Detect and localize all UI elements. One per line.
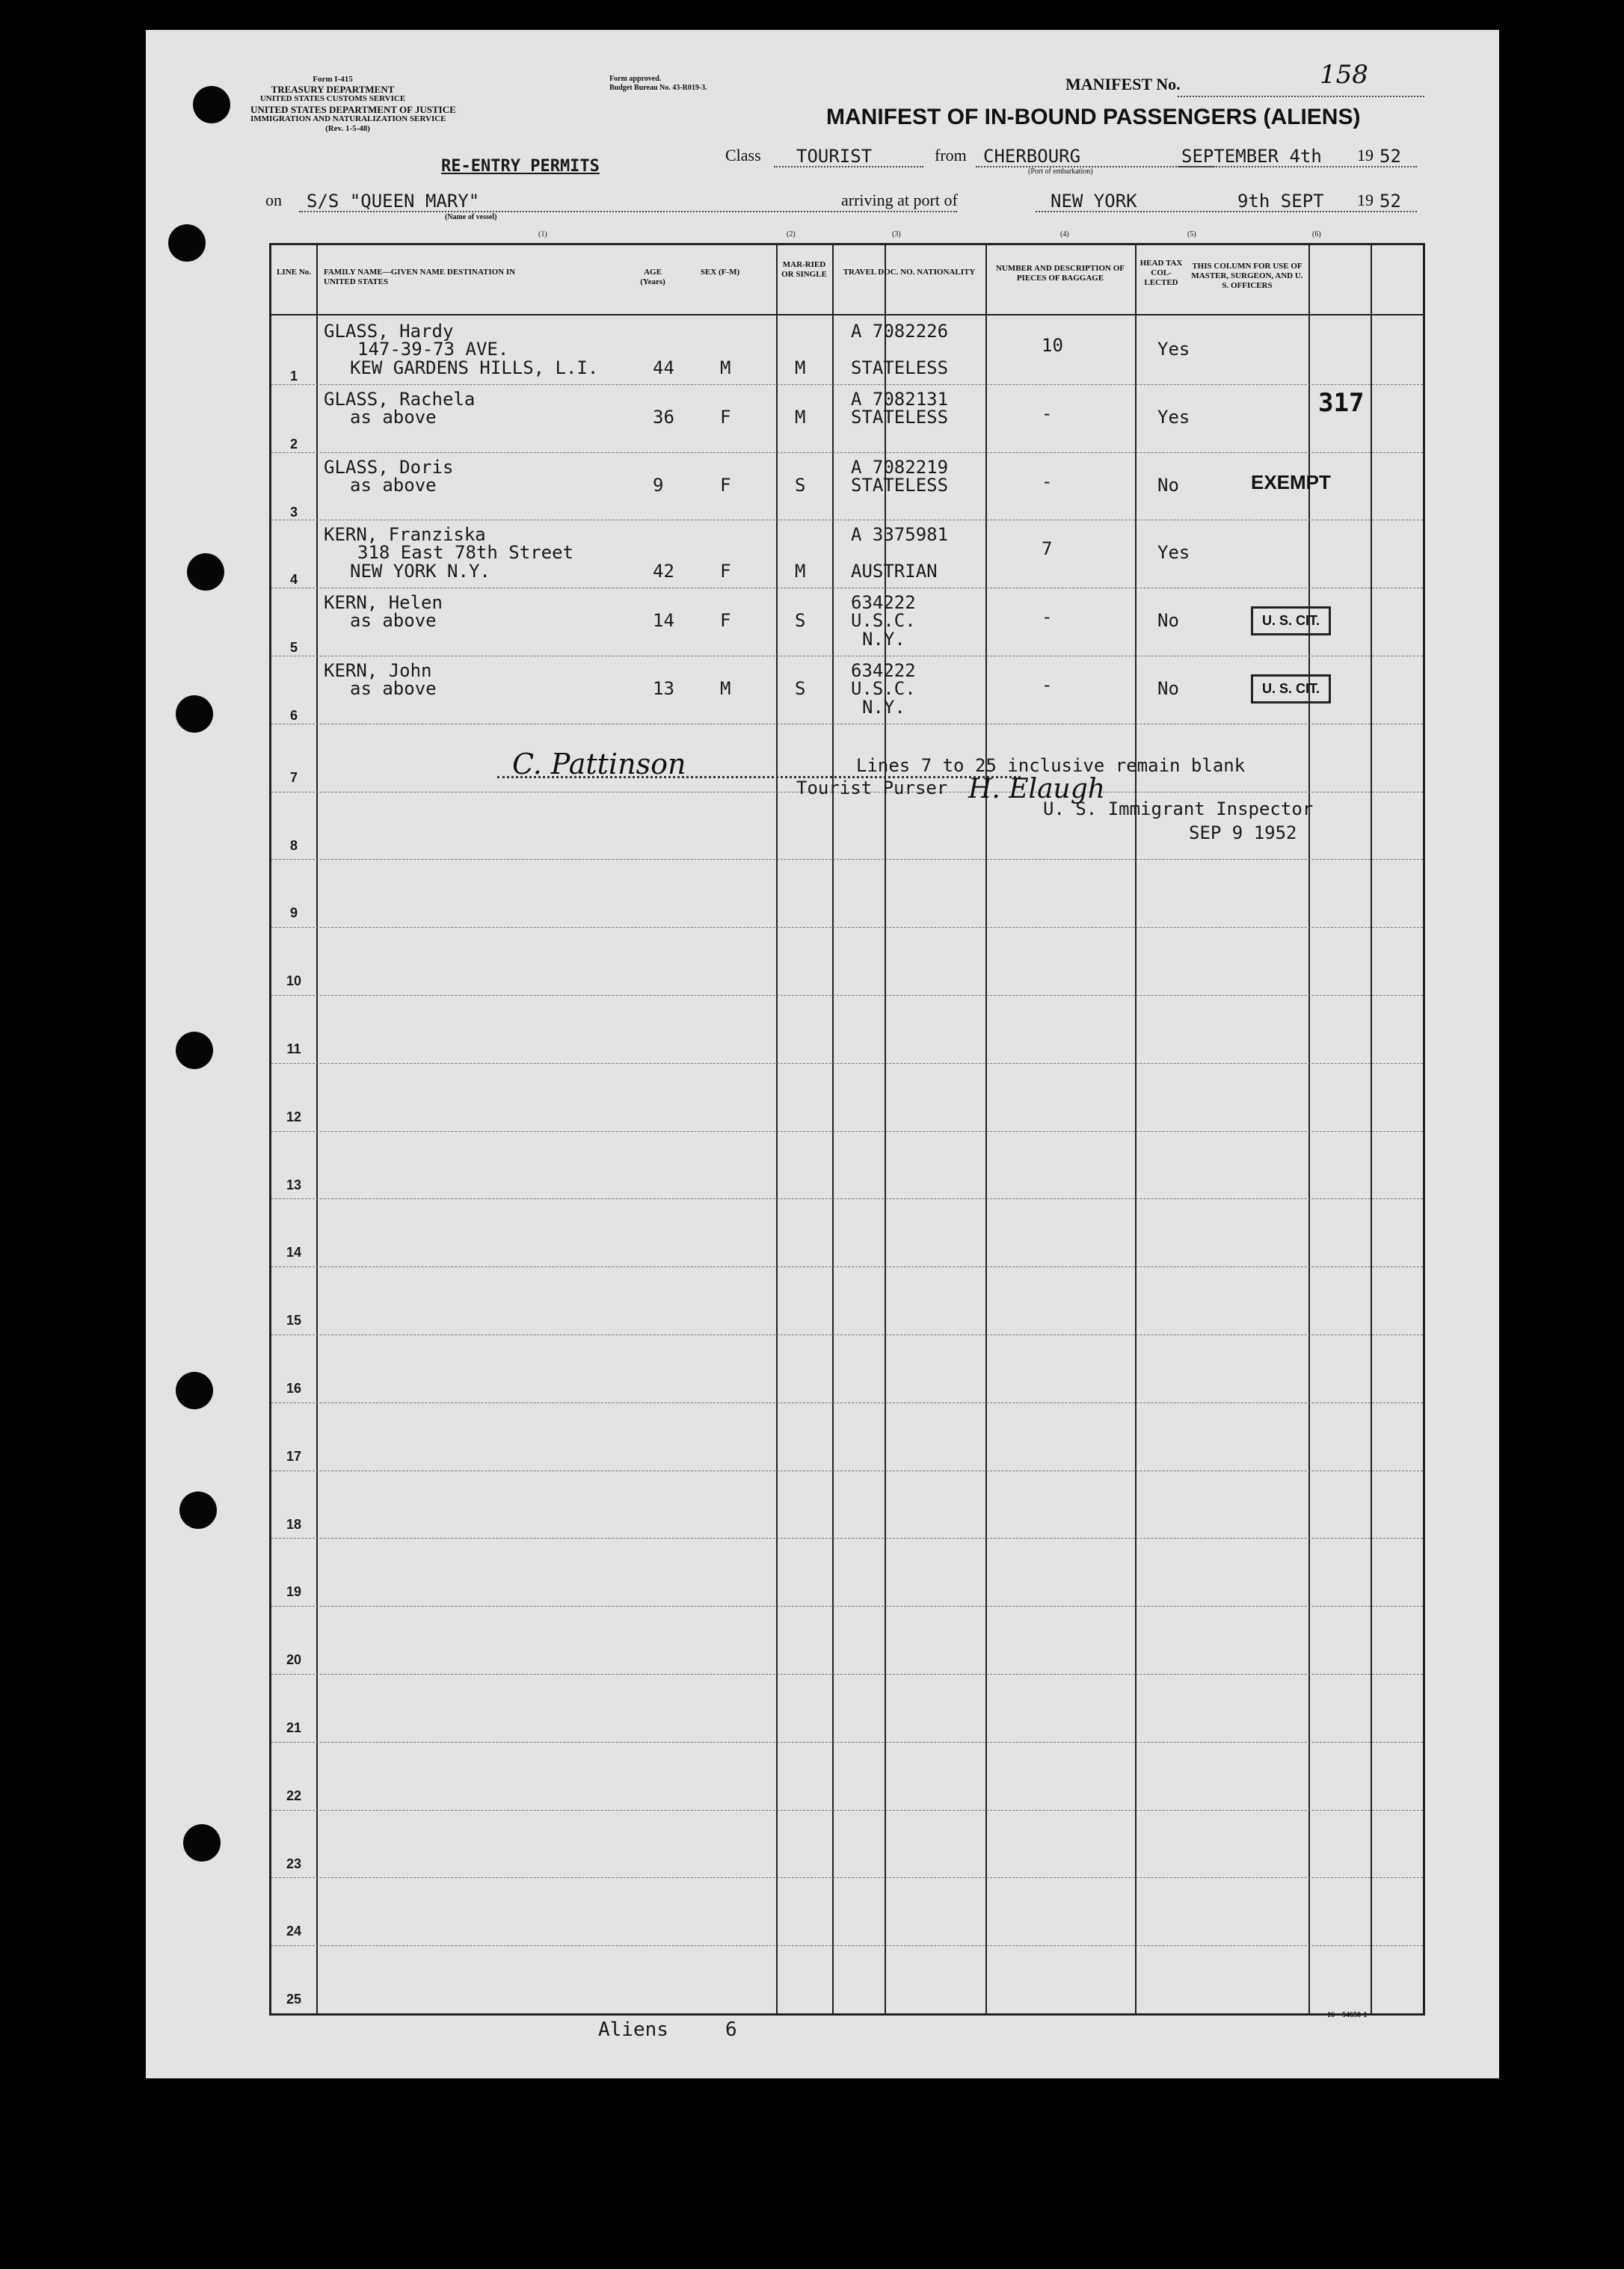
print-code: 16—54650-1	[1327, 2011, 1368, 2019]
form-id-block: Form I-415 TREASURY DEPARTMENT UNITED STATES CUSTOMS SERVICE	[259, 75, 406, 103]
col-divider	[1135, 245, 1137, 2013]
us-citizen-stamp: U. S. CIT.	[1251, 674, 1331, 704]
row-rule	[271, 1131, 1423, 1132]
col-divider	[316, 245, 318, 2013]
line-number: 24	[286, 1924, 302, 1939]
baggage-count: -	[1042, 470, 1053, 492]
class-value: TOURIST	[796, 146, 873, 167]
exempt-stamp: EXEMPT	[1251, 470, 1331, 493]
line-number: 10	[286, 973, 302, 989]
head-tax: Yes	[1157, 339, 1190, 360]
passenger-name: GLASS, Doris	[324, 456, 454, 478]
line-number: 8	[289, 837, 298, 853]
port-underline	[1036, 211, 1417, 212]
line-number: 13	[286, 1177, 302, 1192]
col-num-4: (4)	[1060, 230, 1069, 238]
nationality: U.S.C.	[851, 678, 916, 699]
travel-doc-number: A 7082226	[851, 321, 949, 342]
aliens-count: 6	[725, 2019, 737, 2041]
head-tax: No	[1157, 474, 1179, 496]
row-rule	[271, 1606, 1423, 1607]
marital-status: M	[795, 357, 806, 378]
vessel-name: S/S "QUEEN MARY"	[307, 191, 480, 212]
col-num-5: (5)	[1187, 230, 1196, 238]
row-rule	[271, 1334, 1423, 1335]
passenger-address: 147-39-73 AVE.	[357, 339, 509, 360]
us-citizen-stamp: U. S. CIT.	[1251, 606, 1331, 635]
purser-signature: C. Pattinson	[512, 748, 686, 781]
arriving-label: arriving at port of	[841, 191, 958, 209]
head-tax: Yes	[1157, 542, 1190, 564]
line-number: 12	[286, 1109, 302, 1124]
line-number: 7	[289, 769, 298, 785]
passenger-name: KERN, Franziska	[324, 524, 486, 546]
passenger-age: 42	[653, 561, 674, 582]
passenger-address: as above	[350, 474, 437, 496]
passenger-name: KERN, John	[324, 660, 432, 681]
punch-hole	[179, 1491, 217, 1529]
col-num-6: (6)	[1312, 230, 1321, 238]
line-number: 5	[289, 640, 298, 656]
passenger-sex: F	[720, 610, 731, 632]
col-divider	[885, 245, 886, 2013]
from-label: from	[935, 146, 967, 164]
line-number: 21	[286, 1720, 302, 1735]
nationality-2: N.Y.	[862, 697, 905, 718]
vessel-note: (Name of vessel)	[445, 213, 497, 221]
arrival-port: NEW YORK	[1051, 191, 1137, 212]
row-rule	[271, 384, 1423, 385]
from-value: CHERBOURG	[983, 146, 1081, 167]
row-rule	[271, 1877, 1423, 1878]
col-num-2: (2)	[787, 230, 796, 238]
punch-hole	[176, 695, 213, 733]
line-number: 3	[289, 504, 298, 520]
row-rule	[271, 1810, 1423, 1811]
line-number: 2	[289, 436, 298, 452]
manifest-no-label: MANIFEST No.	[1065, 75, 1181, 93]
punch-hole	[168, 224, 206, 262]
punch-hole	[193, 86, 230, 123]
row-rule	[271, 995, 1423, 996]
passenger-address-2: KEW GARDENS HILLS, L.I.	[350, 357, 599, 378]
travel-doc-number: 634222	[851, 592, 916, 614]
head-tax: No	[1157, 678, 1179, 699]
nationality: AUSTRIAN	[851, 561, 938, 582]
arrival-year-prefix: 19	[1357, 191, 1374, 209]
port-embark-note: (Port of embarkation)	[1028, 167, 1093, 176]
passenger-age: 9	[653, 474, 664, 496]
col-header-tax: HEAD TAX COL-LECTED	[1139, 259, 1183, 287]
passenger-name: KERN, Helen	[324, 592, 443, 614]
travel-doc-number: A 3375981	[851, 524, 949, 546]
line-number: 6	[289, 708, 298, 723]
col-divider	[985, 245, 987, 2013]
passenger-age: 14	[653, 610, 674, 632]
col-num-1: (1)	[538, 230, 547, 238]
passenger-address: as above	[350, 678, 437, 699]
passenger-address-2: NEW YORK N.Y.	[350, 561, 490, 582]
passenger-name: GLASS, Hardy	[324, 321, 454, 342]
line-number: 4	[289, 572, 298, 588]
line-number: 1	[289, 369, 298, 384]
marital-status: M	[795, 561, 806, 582]
line-number: 18	[286, 1516, 302, 1532]
col-divider	[1308, 245, 1310, 2013]
passenger-age: 36	[653, 406, 674, 428]
row-rule	[271, 859, 1423, 860]
passenger-sex: M	[720, 357, 731, 378]
passenger-address: as above	[350, 406, 437, 428]
nationality: STATELESS	[851, 406, 949, 428]
departure-year: 52	[1380, 146, 1401, 167]
line-number: 25	[286, 1992, 302, 2007]
col-header-officers: THIS COLUMN FOR USE OF MASTER, SURGEON, AND U. S. OFFICERS	[1191, 262, 1303, 290]
aliens-label: Aliens	[598, 2019, 668, 2041]
inspector-title: U. S. Immigrant Inspector	[1043, 798, 1314, 819]
passenger-address: as above	[350, 610, 437, 632]
purser-title: Tourist Purser	[796, 778, 948, 798]
date-underline	[1178, 166, 1417, 167]
row-rule	[271, 1198, 1423, 1199]
row-rule	[271, 1945, 1423, 1946]
baggage-count: -	[1042, 402, 1053, 424]
line-number: 17	[286, 1448, 302, 1464]
blank-lines-note: Lines 7 to 25 inclusive remain blank	[856, 755, 1246, 776]
punch-hole	[187, 553, 224, 591]
passenger-sex: F	[720, 474, 731, 496]
line-number: 9	[289, 905, 298, 921]
on-label: on	[265, 191, 282, 209]
punch-hole	[176, 1372, 213, 1409]
head-tax: Yes	[1157, 406, 1190, 428]
punch-hole	[176, 1032, 213, 1069]
manifest-number: 158	[1320, 60, 1368, 90]
line-number: 11	[286, 1041, 301, 1056]
class-label: Class	[725, 146, 761, 164]
baggage-count: 10	[1042, 335, 1063, 356]
row-rule	[271, 1063, 1423, 1064]
nationality: STATELESS	[851, 474, 949, 496]
line-number: 14	[286, 1245, 302, 1260]
col-divider	[1371, 245, 1372, 2013]
page-title: MANIFEST OF IN-BOUND PASSENGERS (ALIENS)	[826, 105, 1361, 129]
inspector-signature: H. Elaugh	[968, 774, 1105, 804]
travel-doc-number: A 7082219	[851, 456, 949, 478]
nationality-2: N.Y.	[862, 629, 905, 650]
col-header-name: FAMILY NAME—GIVEN NAME DESTINATION IN UNITED STATES	[324, 268, 516, 286]
passenger-sex: F	[720, 561, 731, 582]
line-number: 15	[286, 1313, 302, 1329]
passenger-name: GLASS, Rachela	[324, 388, 476, 410]
header-rule	[271, 314, 1423, 315]
passenger-age: 44	[653, 357, 674, 378]
inspection-date-stamp: SEP 9 1952	[1189, 822, 1297, 843]
line-number: 23	[286, 1856, 302, 1871]
row-rule	[271, 927, 1423, 928]
class-underline	[774, 166, 923, 167]
marital-status: S	[795, 610, 806, 632]
passenger-address: 318 East 78th Street	[357, 542, 573, 564]
row-rule	[271, 1674, 1423, 1675]
col-divider	[776, 245, 778, 2013]
col-header-sex: SEX (F-M)	[700, 268, 740, 277]
vessel-underline	[299, 211, 957, 212]
passenger-sex: F	[720, 406, 731, 428]
manifest-sheet	[146, 30, 1499, 2078]
officer-number: 317	[1318, 387, 1365, 418]
col-header-married: MAR-RIED OR SINGLE	[781, 260, 827, 279]
baggage-count: -	[1042, 674, 1053, 695]
line-number: 16	[286, 1381, 302, 1396]
line-number: 19	[286, 1584, 302, 1600]
col-header-baggage: NUMBER AND DESCRIPTION OF PIECES OF BAGGAGE	[995, 264, 1125, 283]
form-approved: Form approved. Budget Bureau No. 43-R019-3.	[609, 75, 707, 92]
head-tax: No	[1157, 610, 1179, 632]
col-divider	[832, 245, 834, 2013]
col-header-line: LINE No.	[277, 268, 311, 277]
row-rule	[271, 1266, 1423, 1267]
form-dept-block: UNITED STATES DEPARTMENT OF JUSTICE IMMIGRATION AND NATURALIZATION SERVICE (Rev. 1-5-48)	[250, 104, 456, 133]
passenger-sex: M	[720, 678, 731, 699]
line-number: 20	[286, 1652, 302, 1668]
line-number: 22	[286, 1788, 302, 1803]
nationality: U.S.C.	[851, 610, 916, 632]
baggage-count: -	[1042, 606, 1053, 628]
col-header-age: AGE (Years)	[640, 268, 665, 286]
marital-status: M	[795, 406, 806, 428]
nationality: STATELESS	[851, 357, 949, 378]
travel-doc-number: A 7082131	[851, 388, 949, 410]
arrival-year: 52	[1380, 191, 1401, 212]
reentry-label: RE-ENTRY PERMITS	[441, 157, 600, 176]
col-header-travel: TRAVEL DOC. NO. NATIONALITY	[843, 268, 976, 277]
arrival-date: 9th SEPT	[1237, 191, 1324, 212]
col-num-3: (3)	[892, 230, 901, 238]
departure-date: SEPTEMBER 4th	[1181, 146, 1322, 167]
manifest-no-line	[1178, 96, 1424, 97]
year-prefix: 19	[1357, 146, 1374, 164]
marital-status: S	[795, 474, 806, 496]
marital-status: S	[795, 678, 806, 699]
row-rule	[271, 452, 1423, 453]
row-rule	[271, 1538, 1423, 1539]
travel-doc-number: 634222	[851, 660, 916, 681]
passenger-age: 13	[653, 678, 674, 699]
manifest-table	[269, 243, 1425, 2016]
punch-hole	[183, 1824, 221, 1862]
row-rule	[271, 1742, 1423, 1743]
baggage-count: 7	[1042, 538, 1053, 560]
